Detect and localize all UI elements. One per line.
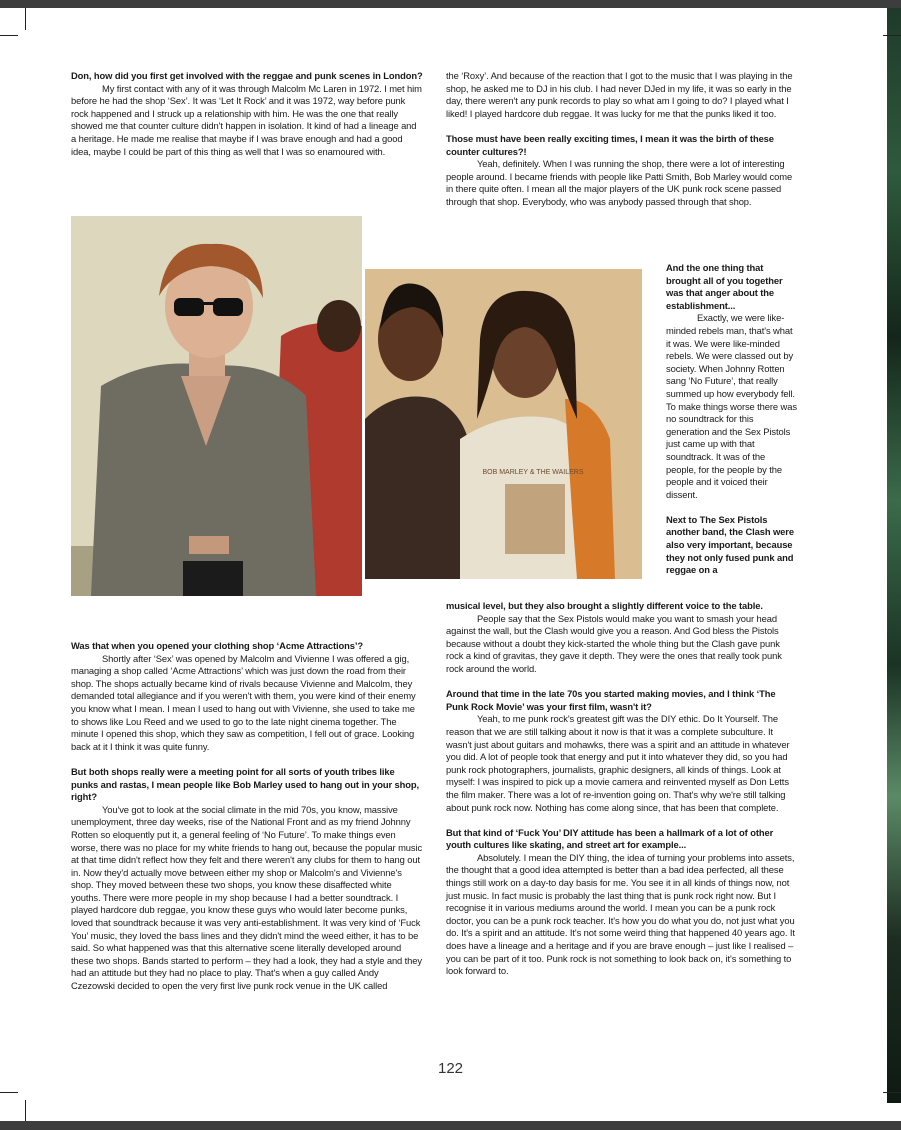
paragraph-gap <box>71 753 423 766</box>
interview-answer: You've got to look at the social climate in the mid 70s, you know, massive unemployment, three day weeks, rise of the National Front and as my friend Johnny Rotten so eloquently put it, a general feeling of ‘No Future’. To make things even worse, there was no place for my white friends to hang out, because the popular music at that time didn't reflect how they felt and there weren't any clubs for them to hang out in. Now they'd actually move between either my shop or Malcolm's and Vivienne's shop. They moved between these two shops, you know these disaffected white youths. There were more people in my shop because I had a better soundtrack. I played hardcore dub reggae, you know these guys who would later become punks, loved that soundtrack because it was very anti-establishment. It was very kind of ‘Fuck You’ music, they loved the bass lines and they didn't mind the weed either, it has to be said. So what happened was that this alternative scene literally developed around these two shops. Bands started to perform – they had a look, they had a style and they had an attitude but they had no place to play. That's when a guy called Andy Czezowski decided to open the very first live punk rock venue in the UK called <box>71 803 423 992</box>
interview-question: But that kind of ‘Fuck You’ DIY attitude has been a hallmark of a lot of other youth cultures like skating, and street art for example... <box>446 826 774 851</box>
photo-punk-in-sunglasses <box>71 216 362 596</box>
text-column-right-bottom <box>446 600 798 978</box>
interview-question: Was that when you opened your clothing shop ‘Acme Attractions’? <box>71 640 363 651</box>
interview-answer: the ‘Roxy’. And because of the reaction that I got to the music that I was playing in the shop, he asked me to DJ in his club. I had never DJed in my life, it was so early in the day, there weren't any punk records to play so what am I going to do? I played what I liked! I played hardcore dub reggae. It was lucky for me that the punks liked it too. <box>446 70 793 119</box>
top-dark-bar <box>0 0 901 8</box>
interview-answer: Absolutely. I mean the DIY thing, the idea of turning your problems into assets, the thought that a good idea attempted is better than a bad idea perfected, all these things still work on a day-to day basis for me. You see it in all kinds of things now, not just music. In fact music is probably the last thing that is punk rock right now. But I recognise it in various mediums around the world. I mean you can be a punk rock doctor, you can be a punk rock teacher. It's how you do what you do, not just what you do. It's a spirit and an attitude. It's not some weird thing that happened 40 years ago. It does have a lineage and a heritage and if you are brave enough – just like I realised – you can be part of it too. Punk rock is not something to look back on, it's something to look forward to. <box>446 851 795 977</box>
crop-mark <box>25 8 26 30</box>
interview-answer: Exactly, we were like-minded rebels man, that's what it was. We were like-minded rebels. We were classed out by society. When Johnny Rotten sang ‘No Future’, that really summed up how everybody fell. To make things worse there was no soundtrack for this generation and the Sex Pistols just came up with that soundtrack. It was of the people, for the people by the people and it voiced their dissent. <box>666 312 797 500</box>
text-column-left-bottom <box>71 640 423 993</box>
text-column-left-top <box>71 70 423 158</box>
interview-question: musical level, but they also brought a slightly different voice to the table. <box>446 600 763 611</box>
photo-bob-marley <box>365 269 642 579</box>
interview-question: Don, how did you first get involved with the reggae and punk scenes in London? <box>71 70 423 81</box>
interview-answer: Yeah, to me punk rock's greatest gift was the DIY ethic. Do It Yourself. The reason that we are still talking about it now is that it was a complete subculture. It wasn't just about guitars and mohawks, there was a spirit and an attitude in whatever you did. A lot of people took that energy and put it into whatever they did, so you had punk rock photographers, journalists, graphic designers, all kinds of things. Look at myself: I was inspired to pick up a movie camera and reinvented myself as Don Letts the film maker. There was a lot of re-invention going on. That's why we're still talking about punk rock now. Nothing has come along since, that has been that complete. <box>446 713 790 813</box>
crop-mark <box>883 35 901 36</box>
paragraph-gap <box>446 676 798 689</box>
interview-question: But both shops really were a meeting point for all sorts of youth tribes like punks and rastas, I mean people like Bob Marley used to hang out in your shop, right? <box>71 765 419 803</box>
text-column-narrow <box>666 262 797 577</box>
interview-answer: People say that the Sex Pistols would make you want to smash your head against the wall, but the Clash would give you a reason. And God bless the Pistols because without a doubt they kick-started the whole thing but the Clash gave punk rock a kind of gravitas, they gave it depth. They were the ones that really took punk rock around the world. <box>446 612 782 674</box>
paragraph-gap <box>446 814 798 827</box>
paragraph-gap <box>446 120 798 133</box>
interview-answer: Yeah, definitely. When I was running the shop, there were a lot of interesting people around. I became friends with people like Patti Smith, Bob Marley would come in there quite often. I mean all the major players of the UK punk rock scene passed through that shop. Everybody, who was anybody passed through that shop. <box>446 158 793 207</box>
photo-marley-illustration <box>365 269 642 579</box>
crop-mark <box>883 1092 901 1093</box>
interview-question: Around that time in the late 70s you started making movies, and I think ‘The Punk Rock Movie’ was your first film, wasn't it? <box>446 688 776 712</box>
crop-mark <box>0 35 18 36</box>
interview-question: Those must have been really exciting times, I mean it was the birth of these counter cultures?! <box>446 132 774 157</box>
crop-mark <box>0 1092 18 1093</box>
interview-answer: My first contact with any of it was through Malcolm Mc Laren in 1972. I met him before he had the shop ‘Sex’. It was ‘Let It Rock’ and it was 1972, way before punk rock happened and I struck up a relationship with him. He was the one that really showed me that counter culture didn't happen in isolation. It kind of had a lineage and a heritage. He made me realise that maybe if I was brave enough and had a good idea, maybe I could be part of this thing as well that I was so enamoured with. <box>71 82 422 157</box>
interview-question: Next to The Sex Pistols another band, the Clash were also very important, because they not only fused punk and reggae on a <box>666 513 794 576</box>
interview-answer: Shortly after ‘Sex’ was opened by Malcolm and Vivienne I was offered a gig, managing a shop called ‘Acme Attractions’ which was just down the road from their shop. The shops actually became kind of rivals because Vivienne and Malcolm, they demanded total allegiance and if you weren't with them, you were kind of their enemy you know what I mean. I mean I used to hang out with Vivienne, she used to take me to shows like Lou Reed and we used to go to the late night cinema together. The minute I opened this shop, which they saw as competition, I fell out of grace. Looking back at it I think it was quite funny. <box>71 652 416 752</box>
bottom-dark-bar <box>0 1121 901 1130</box>
page-number: 122 <box>437 1060 464 1077</box>
page-margin <box>873 8 887 1103</box>
photo-punk-illustration <box>71 216 362 596</box>
shirt-print-text: BOB MARLEY & THE WAILERS <box>482 469 584 476</box>
crop-mark <box>25 1100 26 1121</box>
paragraph-gap <box>666 501 797 514</box>
text-column-right-top <box>446 70 798 209</box>
interview-question: And the one thing that brought all of you together was that anger about the establishment... <box>666 262 783 311</box>
